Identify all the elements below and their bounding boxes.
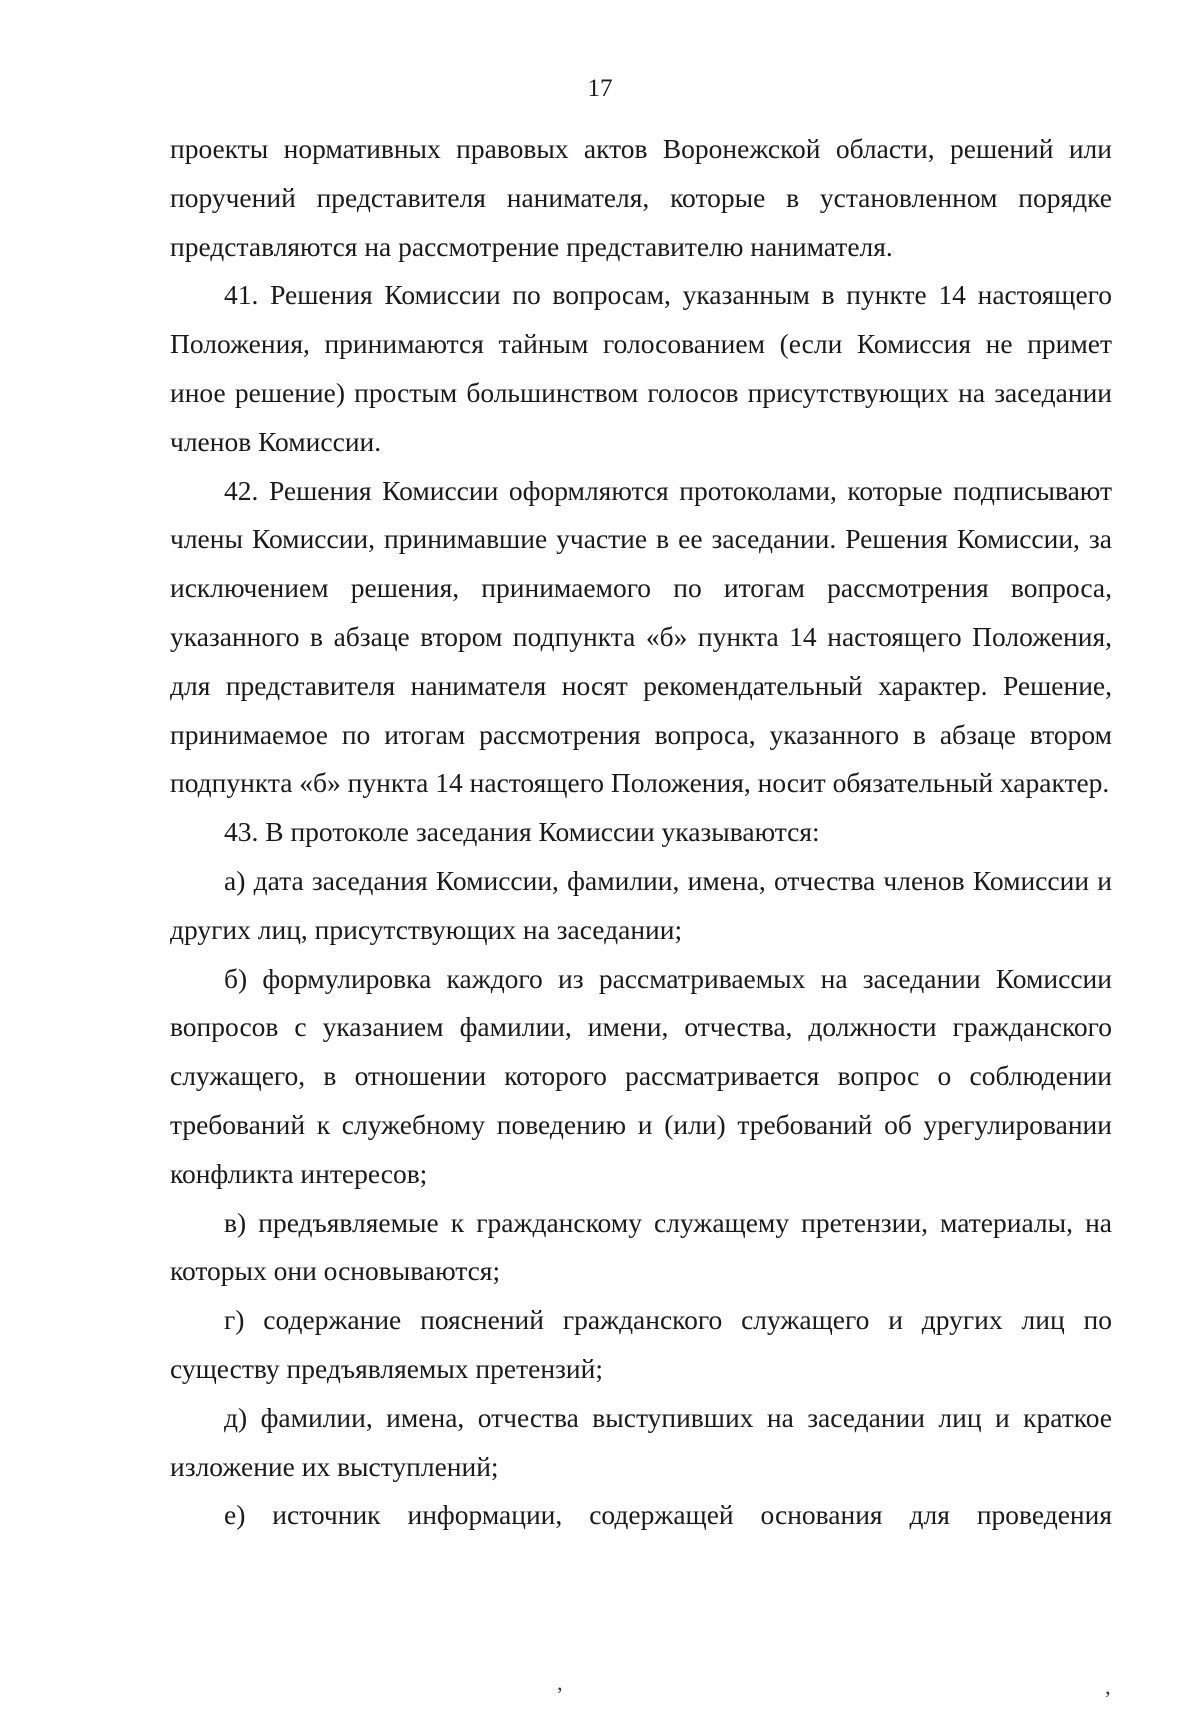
- document-body: [170, 125, 1112, 1540]
- list-item-a: а) дата заседания Комиссии, фамилии, имена, отчества членов Комиссии и других лиц, присутствующих на заседании;: [170, 864, 1112, 945]
- list-item-v: в) предъявляемые к гражданскому служащему претензии, материалы, на которых они основываются;: [170, 1206, 1112, 1287]
- paragraph-41: 41. Решения Комиссии по вопросам, указанным в пункте 14 настоящего Положения, принимаются тайным голосованием (если Комиссия не примет иное решение) простым большинством голосов присутствующих на заседании членов Комиссии.: [170, 279, 1112, 457]
- list-item-d: д) фамилии, имена, отчества выступивших на заседании лиц и краткое изложение их выступлений;: [170, 1401, 1112, 1482]
- list-item-b: б) формулировка каждого из рассматриваемых на заседании Комиссии вопросов с указанием фамилии, имени, отчества, должности гражданского служащего, в отношении которого рассматривается вопрос о соблюдении требований к служебному поведению и (или) требований об урегулировании конфликта интересов;: [170, 962, 1112, 1189]
- scan-mark: ’: [1104, 1686, 1112, 1711]
- list-item-e: е) источник информации, содержащей основания для проведения: [224, 1499, 1112, 1531]
- paragraph-43: 43. В протоколе заседания Комиссии указываются:: [224, 816, 820, 848]
- scan-mark: ’: [556, 1682, 564, 1707]
- paragraph-continuation: проекты нормативных правовых актов Воронежской области, решений или поручений представителя нанимателя, которые в установленном порядке представляются на рассмотрение представителю нанимателя.: [170, 133, 1112, 262]
- page-number: 17: [587, 75, 613, 102]
- list-item-g: г) содержание пояснений гражданского служащего и других лиц по существу предъявляемых претензий;: [170, 1304, 1112, 1384]
- paragraph-42: 42. Решения Комиссии оформляются протоколами, которые подписывают члены Комиссии, принимавшие участие в ее заседании. Решения Комиссии, за исключением решения, принимаемого по итогам рассмотрения вопроса, указанного в абзаце втором подпункта «б» пункта 14 настоящего Положения, для представителя нанимателя носят рекомендательный характер. Решение, принимаемое по итогам рассмотрения вопроса, указанного в абзаце втором подпункта «б» пункта 14 настоящего Положения, носит обязательный характер.: [170, 474, 1112, 799]
